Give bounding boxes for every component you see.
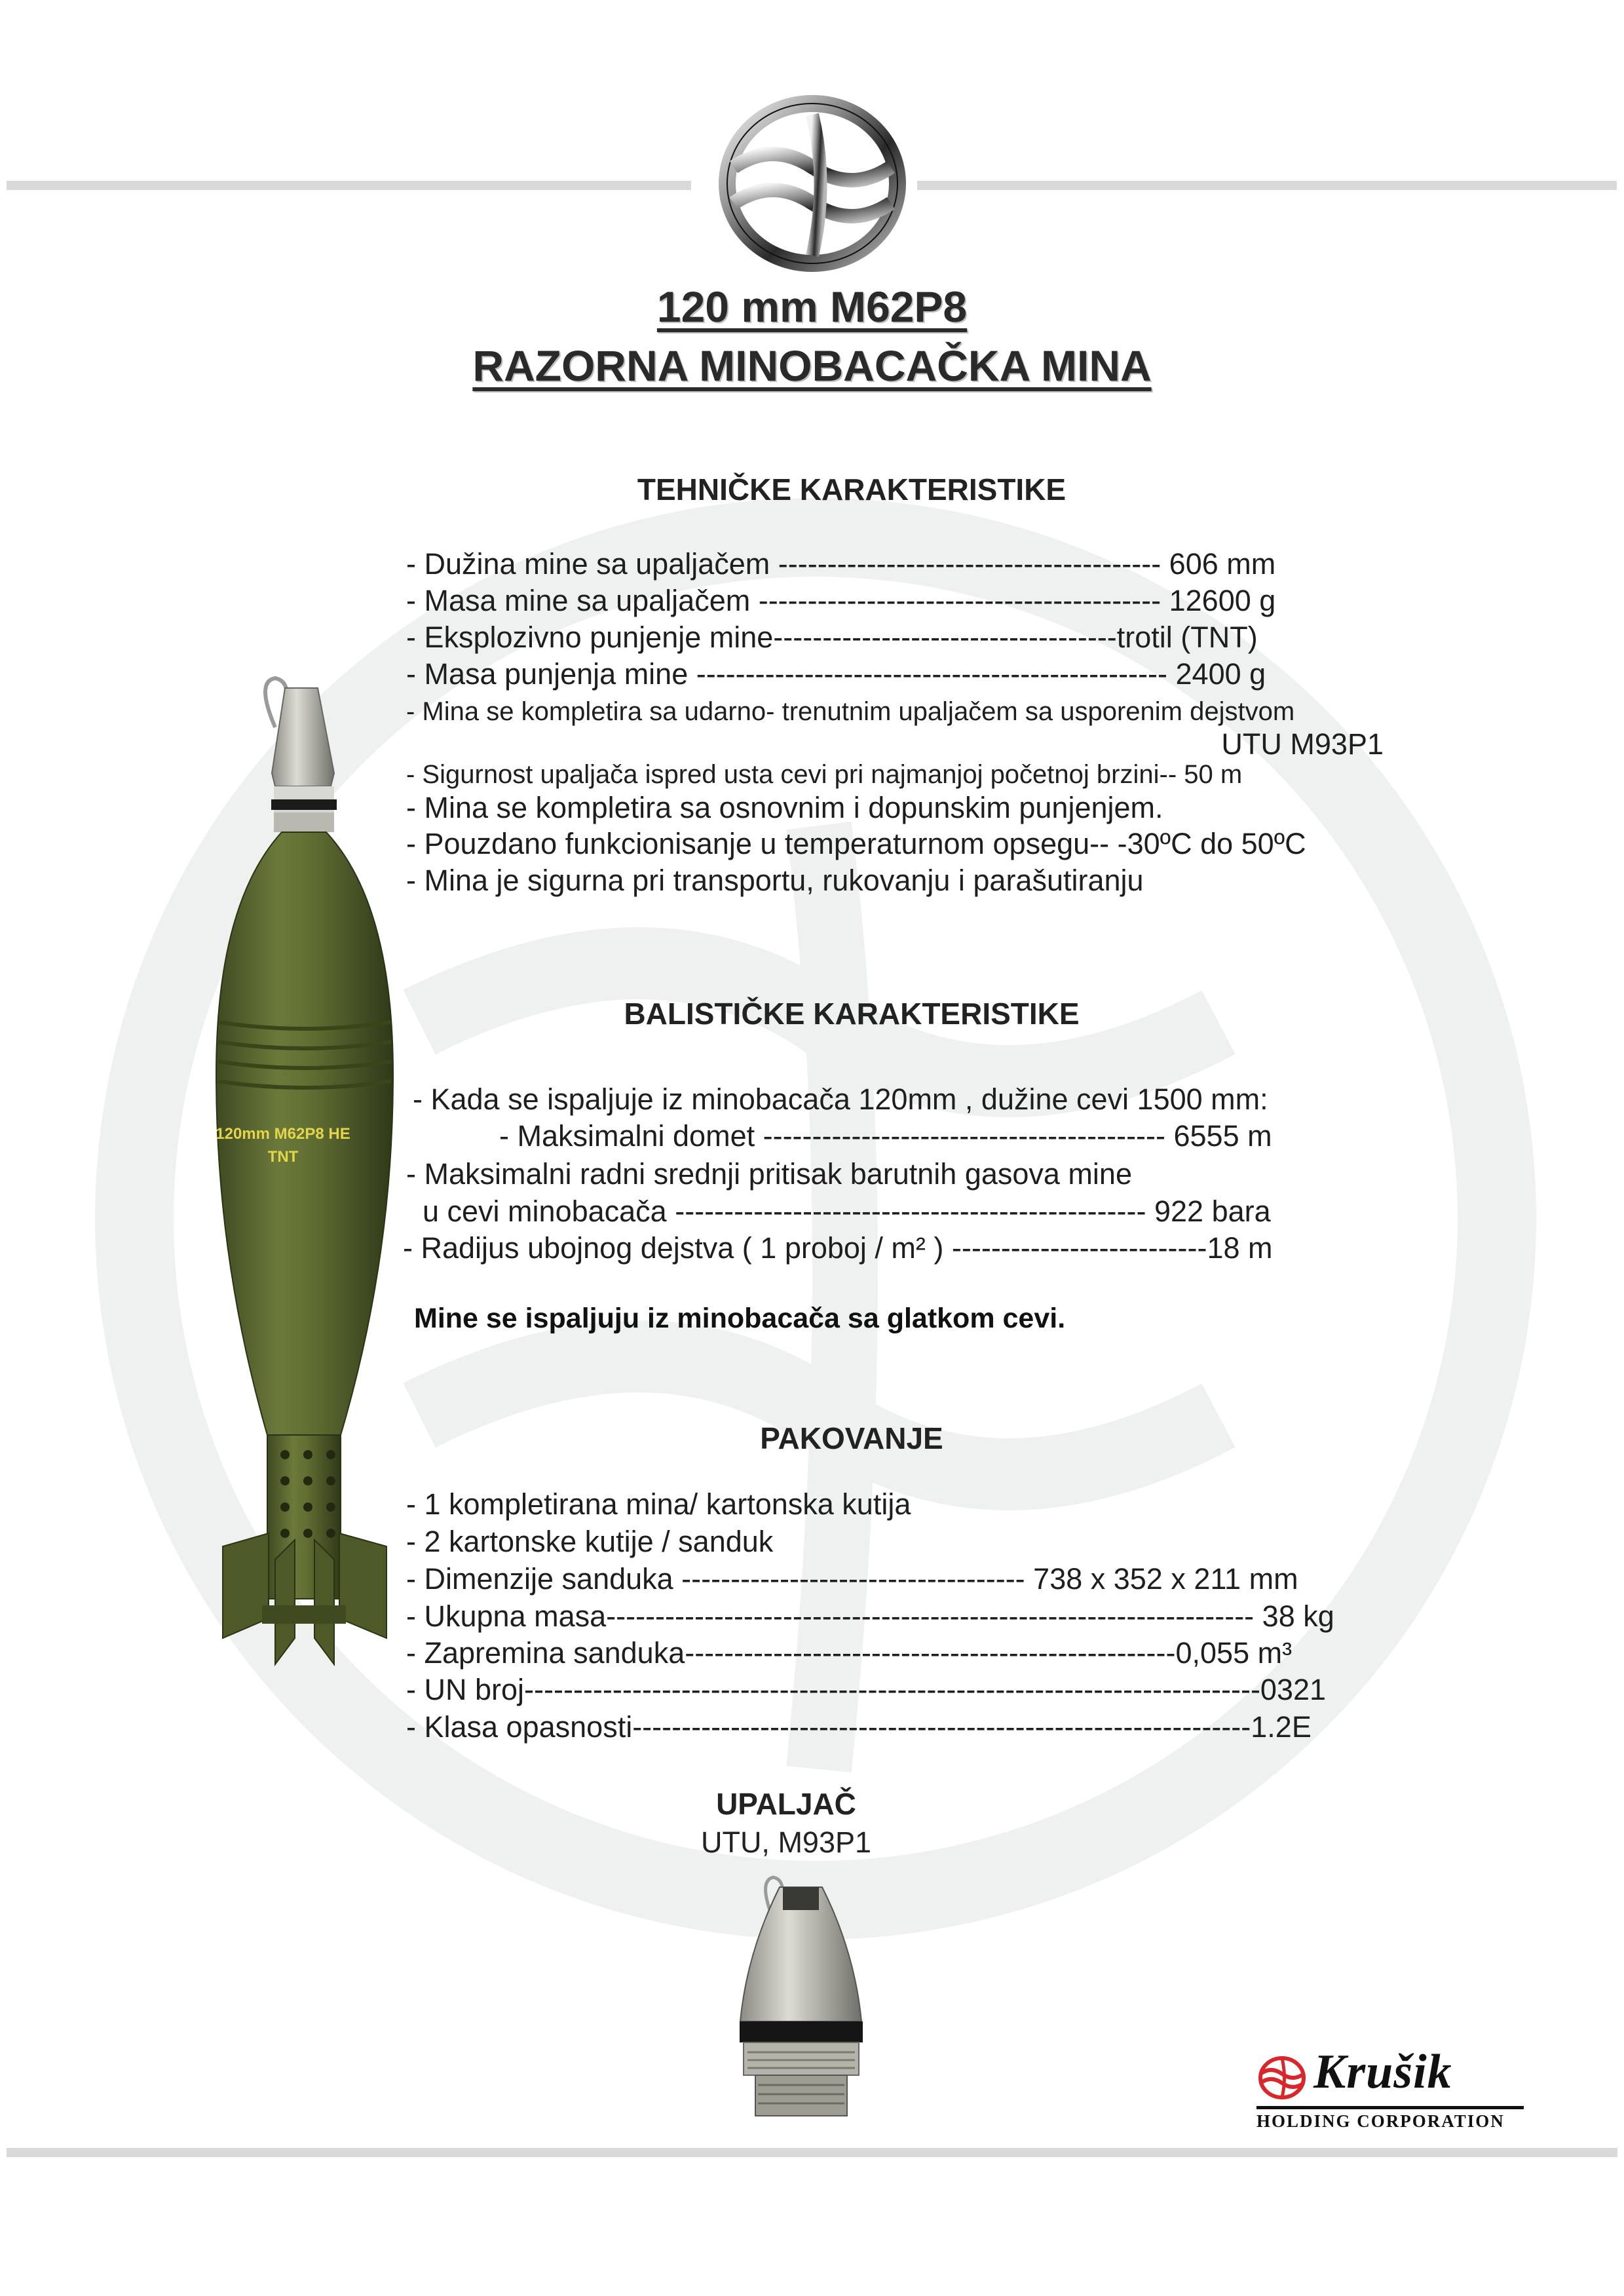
packing-section-title: PAKOVANJE (760, 1421, 943, 1455)
top-rule-right (917, 181, 1617, 190)
fuze-image (724, 1874, 875, 2123)
tech-line-4: - Masa punjenja mine ------------------------------------------------ 2400 g (406, 657, 1266, 691)
mortar-mine-image (177, 668, 439, 1697)
ballistic-line-2: - Maksimalni domet ----------------------------------------- 6555 m (499, 1119, 1272, 1153)
page-title-line2: RAZORNA MINOBACAČKA MINA (472, 341, 1152, 390)
brand-subtitle: HOLDING CORPORATION (1256, 2111, 1505, 2131)
packing-line-7: - Klasa opasnosti---------------------------------------------------------------1.2E (406, 1710, 1312, 1744)
packing-line-4: - Ukupna masa------------------------------------------------------------------ 38 kg (406, 1599, 1334, 1633)
tech-line-2: - Masa mine sa upaljačem ----------------------------------------- 12600 g (406, 584, 1276, 617)
ballistic-line-4: u cevi minobacača ------------------------------------------------ 922 bara (423, 1195, 1271, 1228)
tech-line-5: - Mina se kompletira sa udarno- trenutnim upaljačem sa usporenim dejstvom (406, 697, 1295, 726)
brand-name: Krušik (1313, 2045, 1452, 2099)
mine-marking-line1: 120mm M62P8 HE (216, 1125, 350, 1143)
tech-line-10: - Mina je sigurna pri transportu, rukovanju i parašutiranju (406, 864, 1144, 897)
packing-line-1: - 1 kompletirana mina/ kartonska kutija (406, 1487, 911, 1521)
tech-line-7: - Sigurnost upaljača ispred usta cevi pri najmanjoj početnoj brzini-- 50 m (406, 760, 1243, 789)
mine-marking-line2: TNT (267, 1148, 299, 1166)
ballistic-line-5: - Radijus ubojnog dejstva ( 1 proboj / m² ) --------------------------18 m (403, 1231, 1273, 1265)
tech-line-6: UTU M93P1 (1221, 727, 1384, 761)
top-rule-left (7, 181, 691, 190)
fuze-section-title: UPALJAČ (716, 1787, 856, 1821)
tech-line-8: - Mina se kompletira sa osnovnim i dopunskim punjenjem. (406, 791, 1163, 824)
fuze-subtitle: UTU, M93P1 (700, 1826, 872, 1859)
packing-line-6: - UN broj---------------------------------------------------------------------------0321 (406, 1673, 1327, 1706)
krusik-emblem-icon (714, 95, 911, 272)
tech-line-3: - Eksplozivno punjenje mine-----------------------------------trotil (TNT) (406, 621, 1258, 654)
packing-line-2: - 2 kartonske kutije / sanduk (406, 1525, 774, 1558)
ballistic-line-1: - Kada se ispaljuje iz minobacača 120mm , dužine cevi 1500 mm: (413, 1082, 1268, 1116)
bottom-rule (7, 2148, 1617, 2157)
technical-section-title: TEHNIČKE KARAKTERISTIKE (637, 472, 1067, 507)
tech-line-1: - Dužina mine sa upaljačem --------------------------------------- 606 mm (406, 547, 1276, 581)
tech-line-9: - Pouzdano funkcionisanje u temperaturnom opsegu-- -30ºC do 50ºC (406, 827, 1306, 860)
ballistic-section-title: BALISTIČKE KARAKTERISTIKE (624, 997, 1080, 1031)
packing-line-3: - Dimenzije sanduka ----------------------------------- 738 x 352 x 211 mm (406, 1562, 1298, 1596)
krusik-small-emblem-icon (1256, 2054, 1308, 2101)
page-title-line1: 120 mm M62P8 (656, 282, 968, 331)
ballistic-note: Mine se ispaljuju iz minobacača sa glatkom cevi. (414, 1303, 1066, 1334)
packing-line-5: - Zapremina sanduka--------------------------------------------------0,055 m³ (406, 1636, 1293, 1670)
ballistic-line-3: - Maksimalni radni srednji pritisak barutnih gasova mine (406, 1157, 1132, 1191)
brand-underline (1256, 2106, 1524, 2109)
